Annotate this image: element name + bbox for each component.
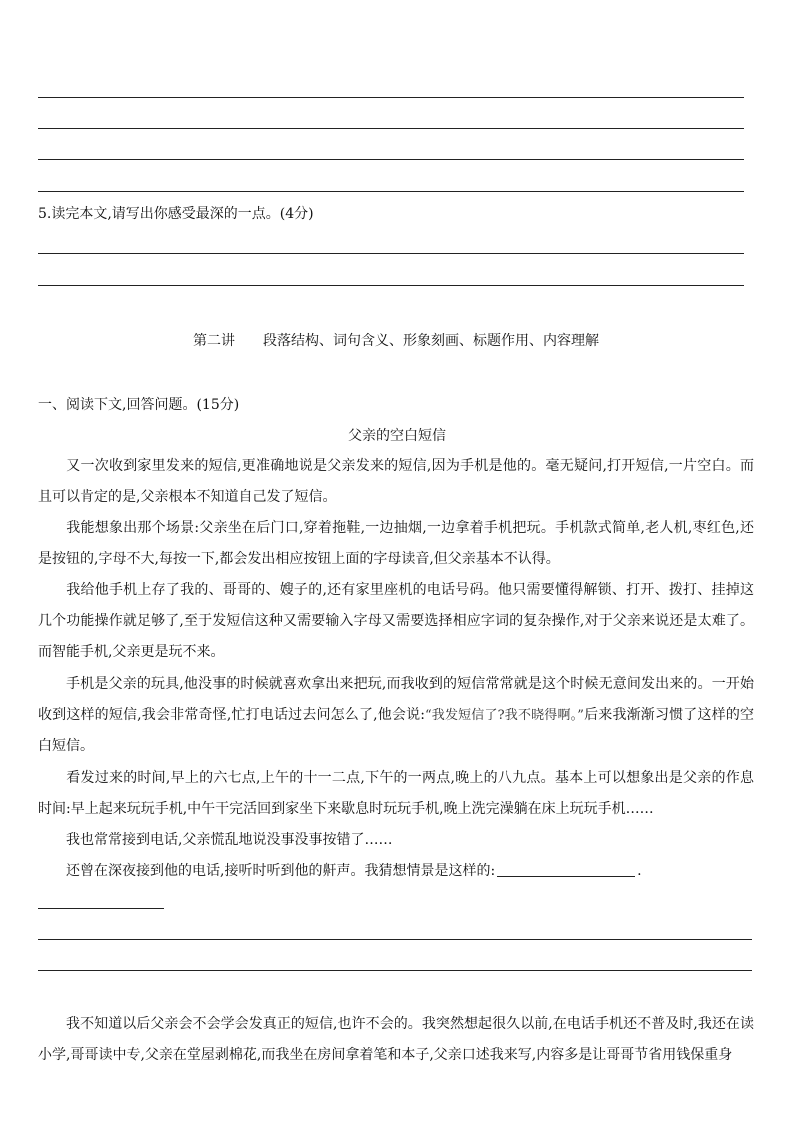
paragraph-text: 我不知道以后父亲会不会学会发真正的短信,也许不会的。我突然想起很久以前,在电话手机还不普及时,我还在读小学,哥哥读中专,父亲在堂屋剥棉花,而我坐在房间拿着笔和本子,父亲口述我来写,内容多是让哥哥节省用钱保重身: [38, 1016, 754, 1063]
answer-line: [38, 128, 744, 129]
question-5: 5.读完本文,请写出你感受最深的一点。(4分): [38, 206, 314, 222]
answer-line: [38, 191, 744, 192]
answer-line: [38, 939, 752, 940]
paragraph-4: [38, 669, 754, 762]
answer-line: [38, 159, 744, 160]
paragraph-text: 手机是父亲的玩具,他没事的时候就喜欢拿出来把玩,而我收到的短信常常就是这个时候无意间发出来的。一开始收到这样的短信,我会非常奇怪,忙打电话过去问怎么了,他会说:: [38, 676, 754, 723]
quote-text: “我发短信了?我不晓得啊。”: [424, 708, 584, 723]
paragraph-7: [38, 856, 754, 887]
article-title: 父亲的空白短信: [348, 428, 446, 444]
answer-line: [38, 285, 744, 286]
part-heading: 一、阅读下文,回答问题。(15分): [38, 397, 240, 413]
paragraph-8: [38, 1009, 754, 1071]
paragraph-text: 我给他手机上存了我的、哥哥的、嫂子的,还有家里座机的电话号码。他只需要懂得解锁、打开、拨打、挂掉这几个功能操作就足够了,至于发短信这种又需要输入字母又需要选择相应字词的复杂操作,对于父亲来说还是太难了。而智能手机,父亲更是玩不来。: [38, 582, 754, 660]
paragraph-text: 我能想象出那个场景:父亲坐在后门口,穿着拖鞋,一边抽烟,一边拿着手机把玩。手机款式简单,老人机,枣红色,还是按钮的,字母不大,每按一下,都会发出相应按钮上面的字母读音,但父亲基本不认得。: [38, 520, 754, 567]
answer-line-short: [38, 908, 164, 909]
paragraph-text: 后来我渐渐习惯了这样的空白短信。: [38, 707, 754, 754]
paragraph-text: 我也常常接到电话,父亲慌乱地说没事没事按错了……: [66, 832, 393, 848]
paragraph-5: [38, 763, 754, 825]
paragraph-text: 还曾在深夜接到他的电话,接听时听到他的鼾声。我猜想情景是这样的:: [66, 863, 496, 879]
paragraph-2: [38, 513, 754, 575]
paragraph-text: 看发过来的时间,早上的六七点,上午的十一二点,下午的一两点,晚上的八九点。基本上可以想象出是父亲的作息时间:早上起来玩玩手机,中午干完活回到家坐下来歇息时玩玩手机,晚上洗完澡躺在床上玩玩手机……: [38, 770, 754, 817]
answer-line: [38, 970, 752, 971]
paragraph-text: 又一次收到家里发来的短信,更准确地说是父亲发来的短信,因为手机是他的。毫无疑问,打开短信,一片空白。而且可以肯定的是,父亲根本不知道自己发了短信。: [38, 458, 754, 505]
fill-in-blank[interactable]: [497, 860, 635, 877]
section-title: 第二讲 段落结构、词句含义、形象刻画、标题作用、内容理解: [193, 333, 599, 349]
paragraph-6: [38, 825, 754, 856]
answer-line: [38, 253, 744, 254]
answer-line: [38, 97, 744, 98]
paragraph-1: [38, 451, 754, 513]
paragraph-text: .: [637, 863, 642, 879]
paragraph-3: [38, 575, 754, 668]
